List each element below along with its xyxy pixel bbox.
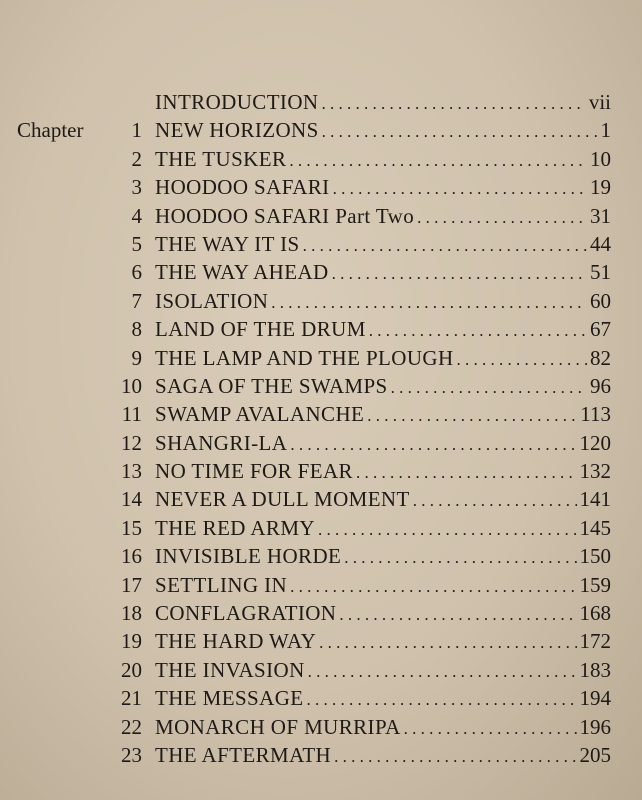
toc-page-number: 67 — [590, 317, 611, 342]
toc-title: MONARCH OF MURRIPA — [155, 714, 401, 739]
chapter-number: 7 — [131, 288, 142, 313]
chapter-number: 14 — [121, 487, 142, 512]
toc-title: SWAMP AVALANCHE — [155, 402, 365, 427]
toc-page-number: 196 — [579, 714, 611, 739]
toc-title: THE RED ARMY — [155, 515, 315, 540]
toc-row — [0, 202, 642, 230]
dot-leader — [457, 346, 587, 374]
chapter-number: 19 — [121, 629, 142, 654]
toc-title: NEVER A DULL MOMENT — [155, 487, 410, 512]
toc-row — [0, 315, 642, 343]
toc-row — [0, 656, 642, 684]
dot-leader — [404, 715, 577, 743]
dot-leader — [321, 90, 585, 118]
toc-row — [0, 145, 642, 173]
toc-page-number: 150 — [579, 544, 611, 569]
toc-title: INTRODUCTION — [155, 90, 319, 114]
dot-leader — [289, 147, 587, 175]
dot-leader — [290, 573, 576, 601]
chapter-number: 1 — [131, 118, 142, 143]
toc-title: THE LAMP AND THE PLOUGH — [155, 345, 454, 370]
toc-title: THE AFTERMATH — [155, 742, 332, 767]
toc-page-number: 145 — [579, 515, 611, 540]
toc-row — [0, 571, 642, 599]
toc-row — [0, 684, 642, 712]
toc-row — [0, 258, 642, 286]
dot-leader — [332, 260, 587, 288]
toc-title: CONFLAGRATION — [155, 601, 337, 626]
dot-leader — [322, 118, 598, 146]
dot-leader — [334, 743, 576, 771]
chapter-number: 20 — [121, 657, 142, 682]
dot-leader — [307, 686, 577, 714]
toc-page-number: 10 — [590, 146, 611, 171]
toc-row — [0, 372, 642, 400]
toc-title: HOODOO SAFARI Part Two — [155, 203, 415, 228]
chapter-number: 8 — [131, 317, 142, 342]
chapter-number: 9 — [131, 345, 142, 370]
chapter-number: 21 — [121, 686, 142, 711]
toc-title: THE TUSKER — [155, 146, 287, 171]
toc-row — [0, 542, 642, 570]
chapter-number: 5 — [131, 231, 142, 256]
chapter-number: 22 — [121, 714, 142, 739]
toc-title: LAND OF THE DRUM — [155, 317, 366, 342]
chapter-number: 13 — [121, 459, 142, 484]
dot-leader — [367, 402, 577, 430]
toc-row — [0, 713, 642, 741]
toc-row — [0, 741, 642, 769]
toc-row — [0, 514, 642, 542]
toc-title: THE WAY IT IS — [155, 231, 300, 256]
table-of-contents — [0, 88, 642, 769]
chapter-number: 3 — [131, 175, 142, 200]
toc-page-number: 1 — [600, 118, 611, 143]
chapter-label: Chapter — [17, 118, 84, 143]
chapter-number: 23 — [121, 742, 142, 767]
toc-page-number: 132 — [579, 459, 611, 484]
chapter-number: 4 — [131, 203, 142, 228]
toc-title: THE INVASION — [155, 657, 305, 682]
toc-page-number: 183 — [579, 657, 611, 682]
toc-row — [0, 429, 642, 457]
toc-row — [0, 344, 642, 372]
toc-title: THE MESSAGE — [155, 686, 304, 711]
toc-page-number: 82 — [590, 345, 611, 370]
dot-leader — [290, 431, 576, 459]
toc-title: SETTLING IN — [155, 572, 288, 597]
toc-title: NEW HORIZONS — [155, 118, 319, 143]
toc-row — [0, 230, 642, 258]
toc-row — [0, 173, 642, 201]
toc-page-number: 172 — [579, 629, 611, 654]
toc-title: SAGA OF THE SWAMPS — [155, 373, 388, 398]
dot-leader — [308, 658, 577, 686]
dot-leader — [319, 629, 576, 657]
toc-row — [0, 599, 642, 627]
toc-page-number: 51 — [590, 260, 611, 285]
dot-leader — [369, 317, 587, 345]
toc-page-number: 159 — [579, 572, 611, 597]
toc-title: ISOLATION — [155, 288, 269, 313]
toc-row — [0, 287, 642, 315]
toc-page-number: 96 — [590, 373, 611, 398]
toc-page-number: 19 — [590, 175, 611, 200]
toc-row — [0, 627, 642, 655]
toc-title: HOODOO SAFARI — [155, 175, 330, 200]
toc-row-introduction — [0, 88, 642, 116]
dot-leader — [417, 204, 587, 232]
toc-title: SHANGRI-LA — [155, 430, 288, 455]
toc-page-number: 60 — [590, 288, 611, 313]
chapter-number: 15 — [121, 515, 142, 540]
dot-leader — [303, 232, 587, 260]
toc-title: NO TIME FOR FEAR — [155, 459, 353, 484]
dot-leader — [339, 601, 576, 629]
dot-leader — [356, 459, 577, 487]
chapter-number: 10 — [121, 373, 142, 398]
dot-leader — [333, 175, 587, 203]
toc-row — [0, 400, 642, 428]
toc-row — [0, 116, 642, 144]
dot-leader — [344, 544, 576, 572]
toc-page-number: 168 — [579, 601, 611, 626]
toc-page-number: 44 — [590, 231, 611, 256]
chapter-number: 2 — [131, 146, 142, 171]
toc-page-number: 194 — [579, 686, 611, 711]
dot-leader — [391, 374, 587, 402]
toc-page-number: vii — [588, 90, 611, 114]
toc-title: THE WAY AHEAD — [155, 260, 329, 285]
toc-page-number: 141 — [579, 487, 611, 512]
toc-row — [0, 457, 642, 485]
chapter-number: 12 — [121, 430, 142, 455]
toc-title: INVISIBLE HORDE — [155, 544, 342, 569]
chapter-number: 6 — [131, 260, 142, 285]
chapter-number: 16 — [121, 544, 142, 569]
toc-page-number: 113 — [580, 402, 611, 427]
toc-page-number: 31 — [590, 203, 611, 228]
toc-title: THE HARD WAY — [155, 629, 317, 654]
toc-row — [0, 485, 642, 513]
dot-leader — [318, 516, 577, 544]
chapter-number: 11 — [121, 402, 142, 427]
toc-page-number: 120 — [579, 430, 611, 455]
dot-leader — [271, 289, 587, 317]
chapter-number: 18 — [121, 601, 142, 626]
chapter-number: 17 — [121, 572, 142, 597]
dot-leader — [413, 487, 577, 515]
toc-page-number: 205 — [579, 742, 611, 767]
